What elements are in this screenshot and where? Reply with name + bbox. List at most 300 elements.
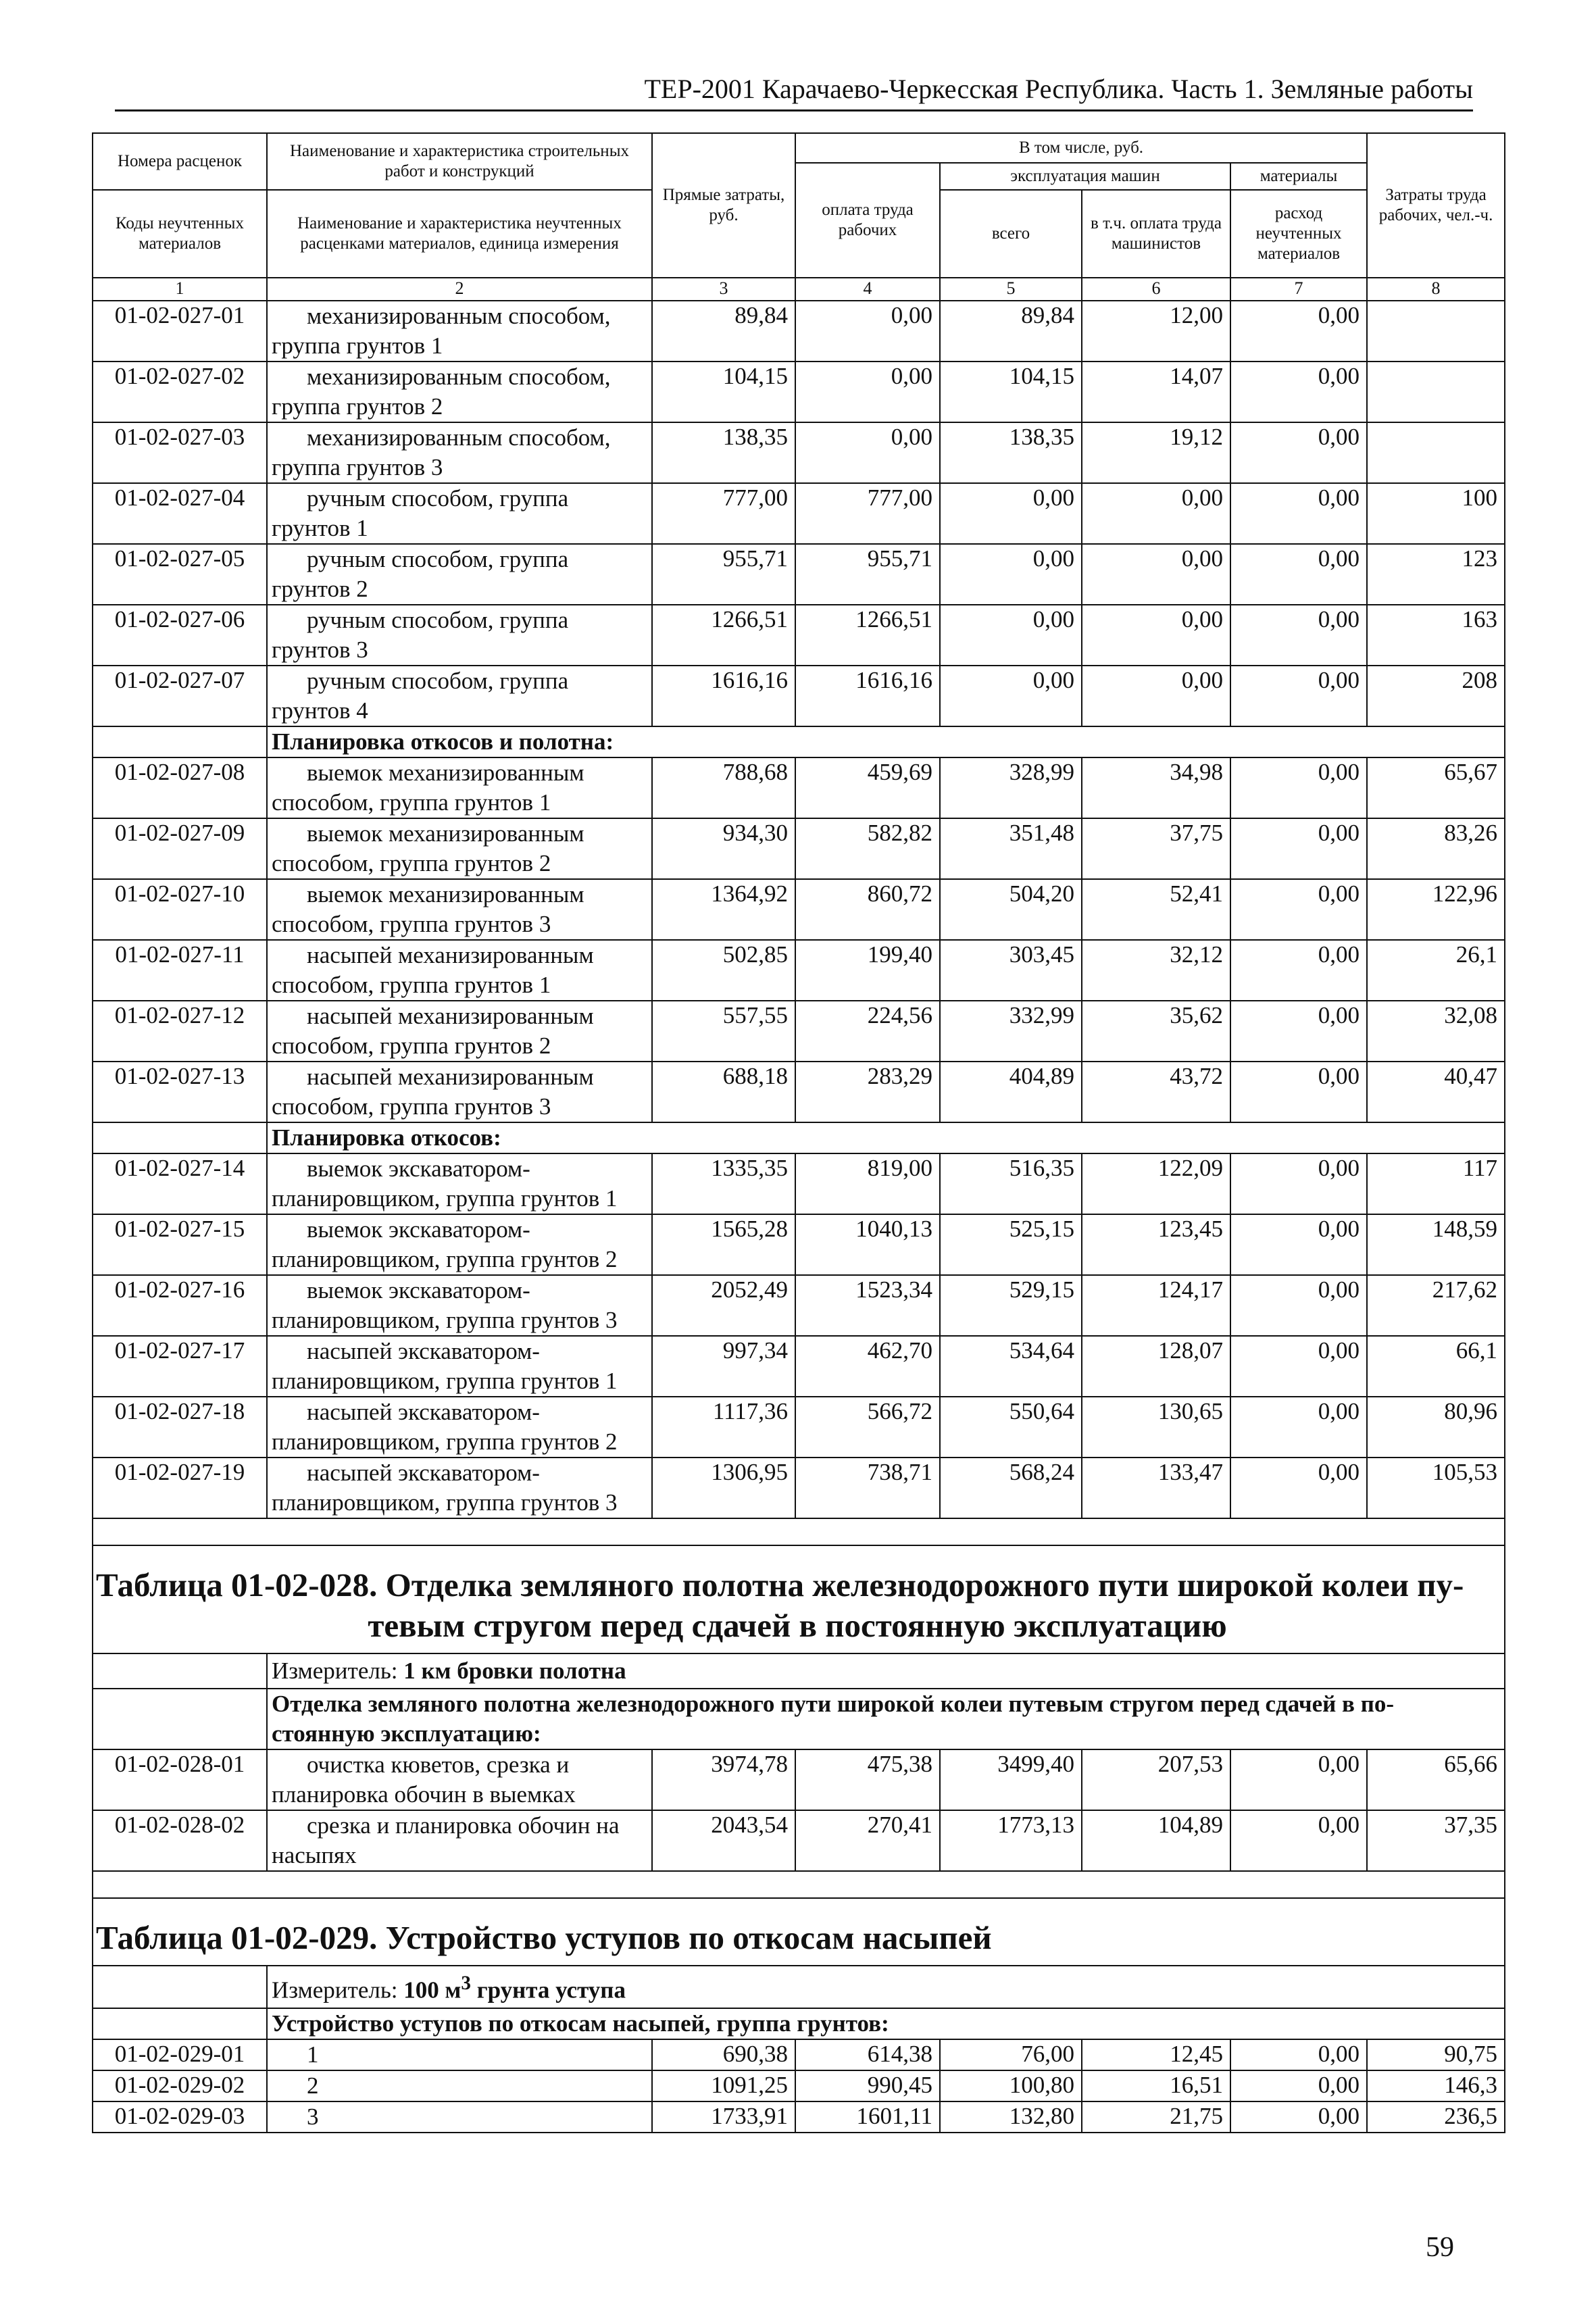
- value-v5: 529,15: [940, 1275, 1082, 1336]
- value-v5: 89,84: [940, 301, 1082, 362]
- value-v5: 504,20: [940, 879, 1082, 940]
- description-line: способом, группа грунтов 3: [272, 911, 551, 937]
- spacer-row: [93, 1518, 1505, 1545]
- header-including: В том числе, руб.: [795, 133, 1367, 163]
- section-row: [93, 726, 1505, 757]
- section-heading: [267, 1122, 1505, 1153]
- rate-code: 01-02-027-04: [93, 483, 267, 544]
- description-line: планировщиком, группа грунтов 2: [272, 1428, 618, 1455]
- table-row: [93, 757, 1505, 818]
- description-line: планировщиком, группа грунтов 1: [272, 1185, 618, 1212]
- value-v4: 1266,51: [795, 605, 940, 666]
- value-v5: 550,64: [940, 1397, 1082, 1458]
- description-line: насыпей механизированным: [307, 1064, 594, 1090]
- description-line: насыпей экскаватором-: [307, 1338, 540, 1364]
- value-v5: 132,80: [940, 2101, 1082, 2133]
- value-v3: 3974,78: [652, 1749, 795, 1810]
- value-v3: 557,55: [652, 1001, 795, 1062]
- column-index: 1: [93, 278, 267, 301]
- measure-row: [93, 1653, 1505, 1689]
- table-row: [93, 879, 1505, 940]
- description-line: выемок экскаватором-: [307, 1155, 530, 1182]
- work-description: [267, 666, 652, 726]
- header-operator-pay: в т.ч. оплата труда машинистов: [1082, 190, 1230, 278]
- rate-code: 01-02-027-09: [93, 818, 267, 879]
- header-worker-pay: оплата труда рабочих: [795, 163, 940, 278]
- table-row: [93, 422, 1505, 483]
- value-v5: 351,48: [940, 818, 1082, 879]
- description-line: грунтов 4: [272, 697, 368, 724]
- value-v5: 0,00: [940, 605, 1082, 666]
- value-v5: 568,24: [940, 1458, 1082, 1518]
- value-v8: 217,62: [1367, 1275, 1505, 1336]
- measure-exponent: 3: [461, 1972, 471, 1994]
- value-v8: 65,66: [1367, 1749, 1505, 1810]
- table-title-line: Таблица 01-02-028. Отделка земляного полотна железнодорожного пути широкой колеи пу-: [96, 1566, 1464, 1603]
- value-v7: 0,00: [1230, 605, 1367, 666]
- table-row: [93, 1153, 1505, 1214]
- rate-code: 01-02-027-05: [93, 544, 267, 605]
- value-v7: 0,00: [1230, 483, 1367, 544]
- value-v8: 32,08: [1367, 1001, 1505, 1062]
- value-v8: [1367, 422, 1505, 483]
- value-v6: 133,47: [1082, 1458, 1230, 1518]
- empty-cell: [93, 1966, 267, 2008]
- rate-code: 01-02-027-11: [93, 940, 267, 1001]
- rate-code: 01-02-027-17: [93, 1336, 267, 1397]
- header-material-codes: Коды неучтенных материалов: [93, 190, 267, 278]
- value-v8: 83,26: [1367, 818, 1505, 879]
- value-v6: 37,75: [1082, 818, 1230, 879]
- description-line: очистка кюветов, срезка и: [307, 1751, 570, 1778]
- description-line: механизированным способом,: [307, 424, 611, 451]
- table-028-title-cell: [93, 1545, 1505, 1653]
- header-rate-number: Номера расценок: [93, 133, 267, 190]
- value-v5: 0,00: [940, 666, 1082, 726]
- value-v8: 66,1: [1367, 1336, 1505, 1397]
- measure-label: Измеритель:: [272, 1658, 398, 1684]
- value-v7: 0,00: [1230, 2039, 1367, 2070]
- value-v6: 104,89: [1082, 1810, 1230, 1871]
- measure-value-rest: грунта уступа: [476, 1976, 626, 2003]
- description-line: насыпей экскаватором-: [307, 1399, 540, 1425]
- description-line: срезка и планировка обочин на: [307, 1812, 620, 1839]
- value-v7: 0,00: [1230, 1749, 1367, 1810]
- value-v3: 788,68: [652, 757, 795, 818]
- value-v4: 462,70: [795, 1336, 940, 1397]
- description-line: группа грунтов 3: [272, 454, 443, 480]
- value-v8: [1367, 301, 1505, 362]
- table-028-title: [93, 1545, 1505, 1653]
- column-index: 5: [940, 278, 1082, 301]
- description-line: ручным способом, группа: [307, 607, 569, 633]
- value-v3: 1091,25: [652, 2070, 795, 2101]
- value-v8: 80,96: [1367, 1397, 1505, 1458]
- value-v3: 934,30: [652, 818, 795, 879]
- table-row: [93, 2039, 1505, 2070]
- description-line: 1: [307, 2041, 319, 2068]
- description-line: способом, группа грунтов 2: [272, 850, 551, 876]
- value-v3: 2052,49: [652, 1275, 795, 1336]
- value-v3: 688,18: [652, 1062, 795, 1122]
- value-v7: 0,00: [1230, 1001, 1367, 1062]
- value-v4: 777,00: [795, 483, 940, 544]
- table-row: [93, 1810, 1505, 1871]
- section-heading: [267, 1689, 1505, 1749]
- value-v8: 65,67: [1367, 757, 1505, 818]
- work-description: [267, 1749, 652, 1810]
- value-v6: 130,65: [1082, 1397, 1230, 1458]
- value-v3: 1335,35: [652, 1153, 795, 1214]
- value-v5: 328,99: [940, 757, 1082, 818]
- value-v5: 1773,13: [940, 1810, 1082, 1871]
- value-v4: 270,41: [795, 1810, 940, 1871]
- value-v4: 283,29: [795, 1062, 940, 1122]
- value-v6: 12,00: [1082, 301, 1230, 362]
- value-v6: 128,07: [1082, 1336, 1230, 1397]
- table-row: [93, 1214, 1505, 1275]
- rate-code: 01-02-027-16: [93, 1275, 267, 1336]
- work-description: [267, 2101, 652, 2133]
- section-heading-text: Отделка земляного полотна железнодорожного пути широкой колеи путевым стругом перед сдачей в по-: [272, 1691, 1395, 1717]
- table-row: [93, 1275, 1505, 1336]
- rate-code: 01-02-027-07: [93, 666, 267, 726]
- value-v8: 90,75: [1367, 2039, 1505, 2070]
- value-v5: 0,00: [940, 544, 1082, 605]
- value-v4: 860,72: [795, 879, 940, 940]
- value-v6: 34,98: [1082, 757, 1230, 818]
- section-heading: [267, 726, 1505, 757]
- section-heading-text: Планировка откосов и полотна:: [272, 728, 614, 755]
- value-v4: 614,38: [795, 2039, 940, 2070]
- value-v4: 1523,34: [795, 1275, 940, 1336]
- rate-code: 01-02-029-02: [93, 2070, 267, 2101]
- header-material-name: Наименование и характеристика неучтенных расценками материалов, единица измерения: [267, 190, 652, 278]
- work-description: [267, 757, 652, 818]
- value-v7: 0,00: [1230, 1275, 1367, 1336]
- rate-code: 01-02-027-15: [93, 1214, 267, 1275]
- work-description: [267, 940, 652, 1001]
- description-line: ручным способом, группа: [307, 485, 569, 512]
- value-v8: 148,59: [1367, 1214, 1505, 1275]
- table-row: [93, 1749, 1505, 1810]
- work-description: [267, 483, 652, 544]
- value-v5: 303,45: [940, 940, 1082, 1001]
- table-row: [93, 301, 1505, 362]
- value-v8: 117: [1367, 1153, 1505, 1214]
- empty-cell: [93, 1689, 267, 1749]
- rate-code: 01-02-027-01: [93, 301, 267, 362]
- value-v6: 21,75: [1082, 2101, 1230, 2133]
- work-description: [267, 2070, 652, 2101]
- header-materials: материалы: [1230, 163, 1367, 190]
- section-heading-text: стоянную эксплуатацию:: [272, 1720, 541, 1747]
- value-v4: 990,45: [795, 2070, 940, 2101]
- description-line: механизированным способом,: [307, 303, 611, 329]
- value-v5: 104,15: [940, 362, 1082, 422]
- table-row: [93, 1001, 1505, 1062]
- work-description: [267, 1062, 652, 1122]
- empty-cell: [93, 1122, 267, 1153]
- work-description: [267, 1336, 652, 1397]
- value-v4: 459,69: [795, 757, 940, 818]
- table-row: [93, 2070, 1505, 2101]
- value-v4: 1616,16: [795, 666, 940, 726]
- table-title-line: тевым стругом перед сдачей в постоянную эксплуатацию: [368, 1607, 1227, 1644]
- value-v6: 124,17: [1082, 1275, 1230, 1336]
- value-v5: 404,89: [940, 1062, 1082, 1122]
- section-row: [93, 1122, 1505, 1153]
- spacer-row-cell: [93, 1518, 1505, 1545]
- value-v8: 163: [1367, 605, 1505, 666]
- value-v7: 0,00: [1230, 2070, 1367, 2101]
- description-line: 3: [307, 2103, 319, 2130]
- description-line: грунтов 3: [272, 637, 368, 663]
- value-v6: 35,62: [1082, 1001, 1230, 1062]
- work-description: [267, 879, 652, 940]
- value-v7: 0,00: [1230, 940, 1367, 1001]
- work-description: [267, 605, 652, 666]
- rate-code: 01-02-027-02: [93, 362, 267, 422]
- description-line: планировщиком, группа грунтов 2: [272, 1246, 618, 1272]
- description-line: насыпей механизированным: [307, 942, 594, 968]
- value-v6: 14,07: [1082, 362, 1230, 422]
- header-material-usage: расход неучтенных материалов: [1230, 190, 1367, 278]
- header-machines: эксплуатация машин: [940, 163, 1230, 190]
- description-line: грунтов 2: [272, 576, 368, 602]
- value-v8: 40,47: [1367, 1062, 1505, 1122]
- table-row: [93, 2101, 1505, 2133]
- value-v5: 516,35: [940, 1153, 1082, 1214]
- measure-row: [93, 1966, 1505, 2008]
- section-heading: [267, 2008, 1505, 2039]
- description-line: планировщиком, группа грунтов 1: [272, 1368, 618, 1394]
- value-v6: 0,00: [1082, 483, 1230, 544]
- value-v8: 123: [1367, 544, 1505, 605]
- value-v3: 1733,91: [652, 2101, 795, 2133]
- work-description: [267, 1214, 652, 1275]
- rate-code: 01-02-027-18: [93, 1397, 267, 1458]
- description-line: планировщиком, группа грунтов 3: [272, 1489, 618, 1516]
- value-v8: [1367, 362, 1505, 422]
- value-v8: 100: [1367, 483, 1505, 544]
- rate-code: 01-02-027-12: [93, 1001, 267, 1062]
- rates-table: [92, 132, 1505, 2133]
- description-line: выемок механизированным: [307, 760, 584, 786]
- value-v4: 199,40: [795, 940, 940, 1001]
- value-v6: 122,09: [1082, 1153, 1230, 1214]
- value-v7: 0,00: [1230, 301, 1367, 362]
- work-description: [267, 818, 652, 879]
- value-v6: 0,00: [1082, 544, 1230, 605]
- description-line: грунтов 1: [272, 515, 368, 541]
- value-v7: 0,00: [1230, 422, 1367, 483]
- header-rule: [115, 109, 1473, 111]
- header-work-name: Наименование и характеристика строительных работ и конструкций: [267, 133, 652, 190]
- value-v4: 0,00: [795, 362, 940, 422]
- value-v3: 1616,16: [652, 666, 795, 726]
- value-v7: 0,00: [1230, 362, 1367, 422]
- value-v7: 0,00: [1230, 1810, 1367, 1871]
- value-v3: 138,35: [652, 422, 795, 483]
- description-line: способом, группа грунтов 1: [272, 972, 551, 998]
- table-row: [93, 362, 1505, 422]
- value-v6: 123,45: [1082, 1214, 1230, 1275]
- value-v3: 1565,28: [652, 1214, 795, 1275]
- description-line: ручным способом, группа: [307, 546, 569, 572]
- rate-code: 01-02-027-03: [93, 422, 267, 483]
- table-029-title-cell: [93, 1898, 1505, 1966]
- rate-code: 01-02-027-13: [93, 1062, 267, 1122]
- value-v3: 1266,51: [652, 605, 795, 666]
- rate-code: 01-02-027-08: [93, 757, 267, 818]
- value-v6: 52,41: [1082, 879, 1230, 940]
- value-v6: 0,00: [1082, 605, 1230, 666]
- work-description: [267, 1810, 652, 1871]
- column-index: 6: [1082, 278, 1230, 301]
- description-line: группа грунтов 2: [272, 393, 443, 420]
- description-line: группа грунтов 1: [272, 332, 443, 359]
- empty-cell: [93, 2008, 267, 2039]
- description-line: выемок механизированным: [307, 820, 584, 847]
- value-v8: 146,3: [1367, 2070, 1505, 2101]
- value-v4: 738,71: [795, 1458, 940, 1518]
- value-v5: 0,00: [940, 483, 1082, 544]
- table-row: [93, 605, 1505, 666]
- value-v6: 12,45: [1082, 2039, 1230, 2070]
- value-v5: 3499,40: [940, 1749, 1082, 1810]
- work-description: [267, 1153, 652, 1214]
- description-line: выемок экскаватором-: [307, 1216, 530, 1243]
- section-row: [93, 2008, 1505, 2039]
- rate-code: 01-02-029-01: [93, 2039, 267, 2070]
- measure-unit: [267, 1966, 1505, 2008]
- work-description: [267, 422, 652, 483]
- work-description: [267, 301, 652, 362]
- table-row: [93, 1062, 1505, 1122]
- table-row: [93, 1336, 1505, 1397]
- work-description: [267, 1397, 652, 1458]
- value-v4: 0,00: [795, 422, 940, 483]
- description-line: выемок механизированным: [307, 881, 584, 907]
- value-v7: 0,00: [1230, 1397, 1367, 1458]
- table-row: [93, 1458, 1505, 1518]
- description-line: механизированным способом,: [307, 364, 611, 390]
- table-row: [93, 483, 1505, 544]
- value-v3: 955,71: [652, 544, 795, 605]
- rate-code: 01-02-028-02: [93, 1810, 267, 1871]
- running-header: ТЕР-2001 Карачаево-Черкесская Республика. Часть 1. Земляные работы: [644, 74, 1473, 104]
- value-v3: 690,38: [652, 2039, 795, 2070]
- spacer-row: [93, 1871, 1505, 1898]
- value-v6: 0,00: [1082, 666, 1230, 726]
- measure-label: Измеритель:: [272, 1976, 398, 2003]
- value-v3: 1364,92: [652, 879, 795, 940]
- work-description: [267, 1001, 652, 1062]
- table-row: [93, 666, 1505, 726]
- value-v3: 104,15: [652, 362, 795, 422]
- section-heading-text: Планировка откосов:: [272, 1124, 501, 1151]
- spacer-row-cell: [93, 1871, 1505, 1898]
- value-v5: 138,35: [940, 422, 1082, 483]
- description-line: насыпей механизированным: [307, 1003, 594, 1029]
- value-v4: 582,82: [795, 818, 940, 879]
- header-labor-costs: Затраты труда рабочих, чел.-ч.: [1367, 133, 1505, 278]
- value-v8: 122,96: [1367, 879, 1505, 940]
- value-v4: 224,56: [795, 1001, 940, 1062]
- column-index: 7: [1230, 278, 1367, 301]
- measure-value: 1 км бровки полотна: [403, 1658, 626, 1684]
- table-title-line: Таблица 01-02-029. Устройство уступов по откосам насыпей: [96, 1919, 992, 1956]
- rate-code: 01-02-027-06: [93, 605, 267, 666]
- column-index: 3: [652, 278, 795, 301]
- value-v8: 26,1: [1367, 940, 1505, 1001]
- empty-cell: [93, 726, 267, 757]
- value-v7: 0,00: [1230, 2101, 1367, 2133]
- value-v4: 475,38: [795, 1749, 940, 1810]
- value-v3: 89,84: [652, 301, 795, 362]
- rate-code: 01-02-028-01: [93, 1749, 267, 1810]
- column-index-row: [93, 278, 1505, 301]
- table-row: [93, 818, 1505, 879]
- value-v5: 332,99: [940, 1001, 1082, 1062]
- value-v6: 43,72: [1082, 1062, 1230, 1122]
- value-v7: 0,00: [1230, 757, 1367, 818]
- value-v8: 105,53: [1367, 1458, 1505, 1518]
- value-v7: 0,00: [1230, 879, 1367, 940]
- value-v4: 1040,13: [795, 1214, 940, 1275]
- measure-value: 100 м: [403, 1976, 462, 2003]
- value-v4: 0,00: [795, 301, 940, 362]
- rate-code: 01-02-027-14: [93, 1153, 267, 1214]
- column-index: 2: [267, 278, 652, 301]
- value-v6: 207,53: [1082, 1749, 1230, 1810]
- value-v3: 2043,54: [652, 1810, 795, 1871]
- column-index: 8: [1367, 278, 1505, 301]
- section-row: [93, 1689, 1505, 1749]
- value-v5: 100,80: [940, 2070, 1082, 2101]
- column-index: 4: [795, 278, 940, 301]
- value-v7: 0,00: [1230, 1062, 1367, 1122]
- section-heading-text: Устройство уступов по откосам насыпей, группа грунтов:: [272, 2010, 889, 2037]
- table-row: [93, 940, 1505, 1001]
- value-v7: 0,00: [1230, 1214, 1367, 1275]
- value-v7: 0,00: [1230, 1336, 1367, 1397]
- work-description: [267, 1275, 652, 1336]
- value-v7: 0,00: [1230, 666, 1367, 726]
- value-v5: 76,00: [940, 2039, 1082, 2070]
- table-029-title: [93, 1898, 1505, 1966]
- description-line: выемок экскаватором-: [307, 1277, 530, 1303]
- value-v4: 566,72: [795, 1397, 940, 1458]
- value-v8: 236,5: [1367, 2101, 1505, 2133]
- work-description: [267, 1458, 652, 1518]
- value-v3: 1306,95: [652, 1458, 795, 1518]
- description-line: способом, группа грунтов 3: [272, 1093, 551, 1120]
- work-description: [267, 544, 652, 605]
- value-v7: 0,00: [1230, 544, 1367, 605]
- value-v3: 997,34: [652, 1336, 795, 1397]
- rate-code: 01-02-029-03: [93, 2101, 267, 2133]
- table-row: [93, 544, 1505, 605]
- header-machines-total: всего: [940, 190, 1082, 278]
- value-v4: 955,71: [795, 544, 940, 605]
- description-line: планировка обочин в выемках: [272, 1781, 576, 1808]
- measure-unit: [267, 1653, 1505, 1689]
- description-line: насыпей экскаватором-: [307, 1460, 540, 1486]
- header-direct-costs: Прямые затраты, руб.: [652, 133, 795, 278]
- rate-code: 01-02-027-10: [93, 879, 267, 940]
